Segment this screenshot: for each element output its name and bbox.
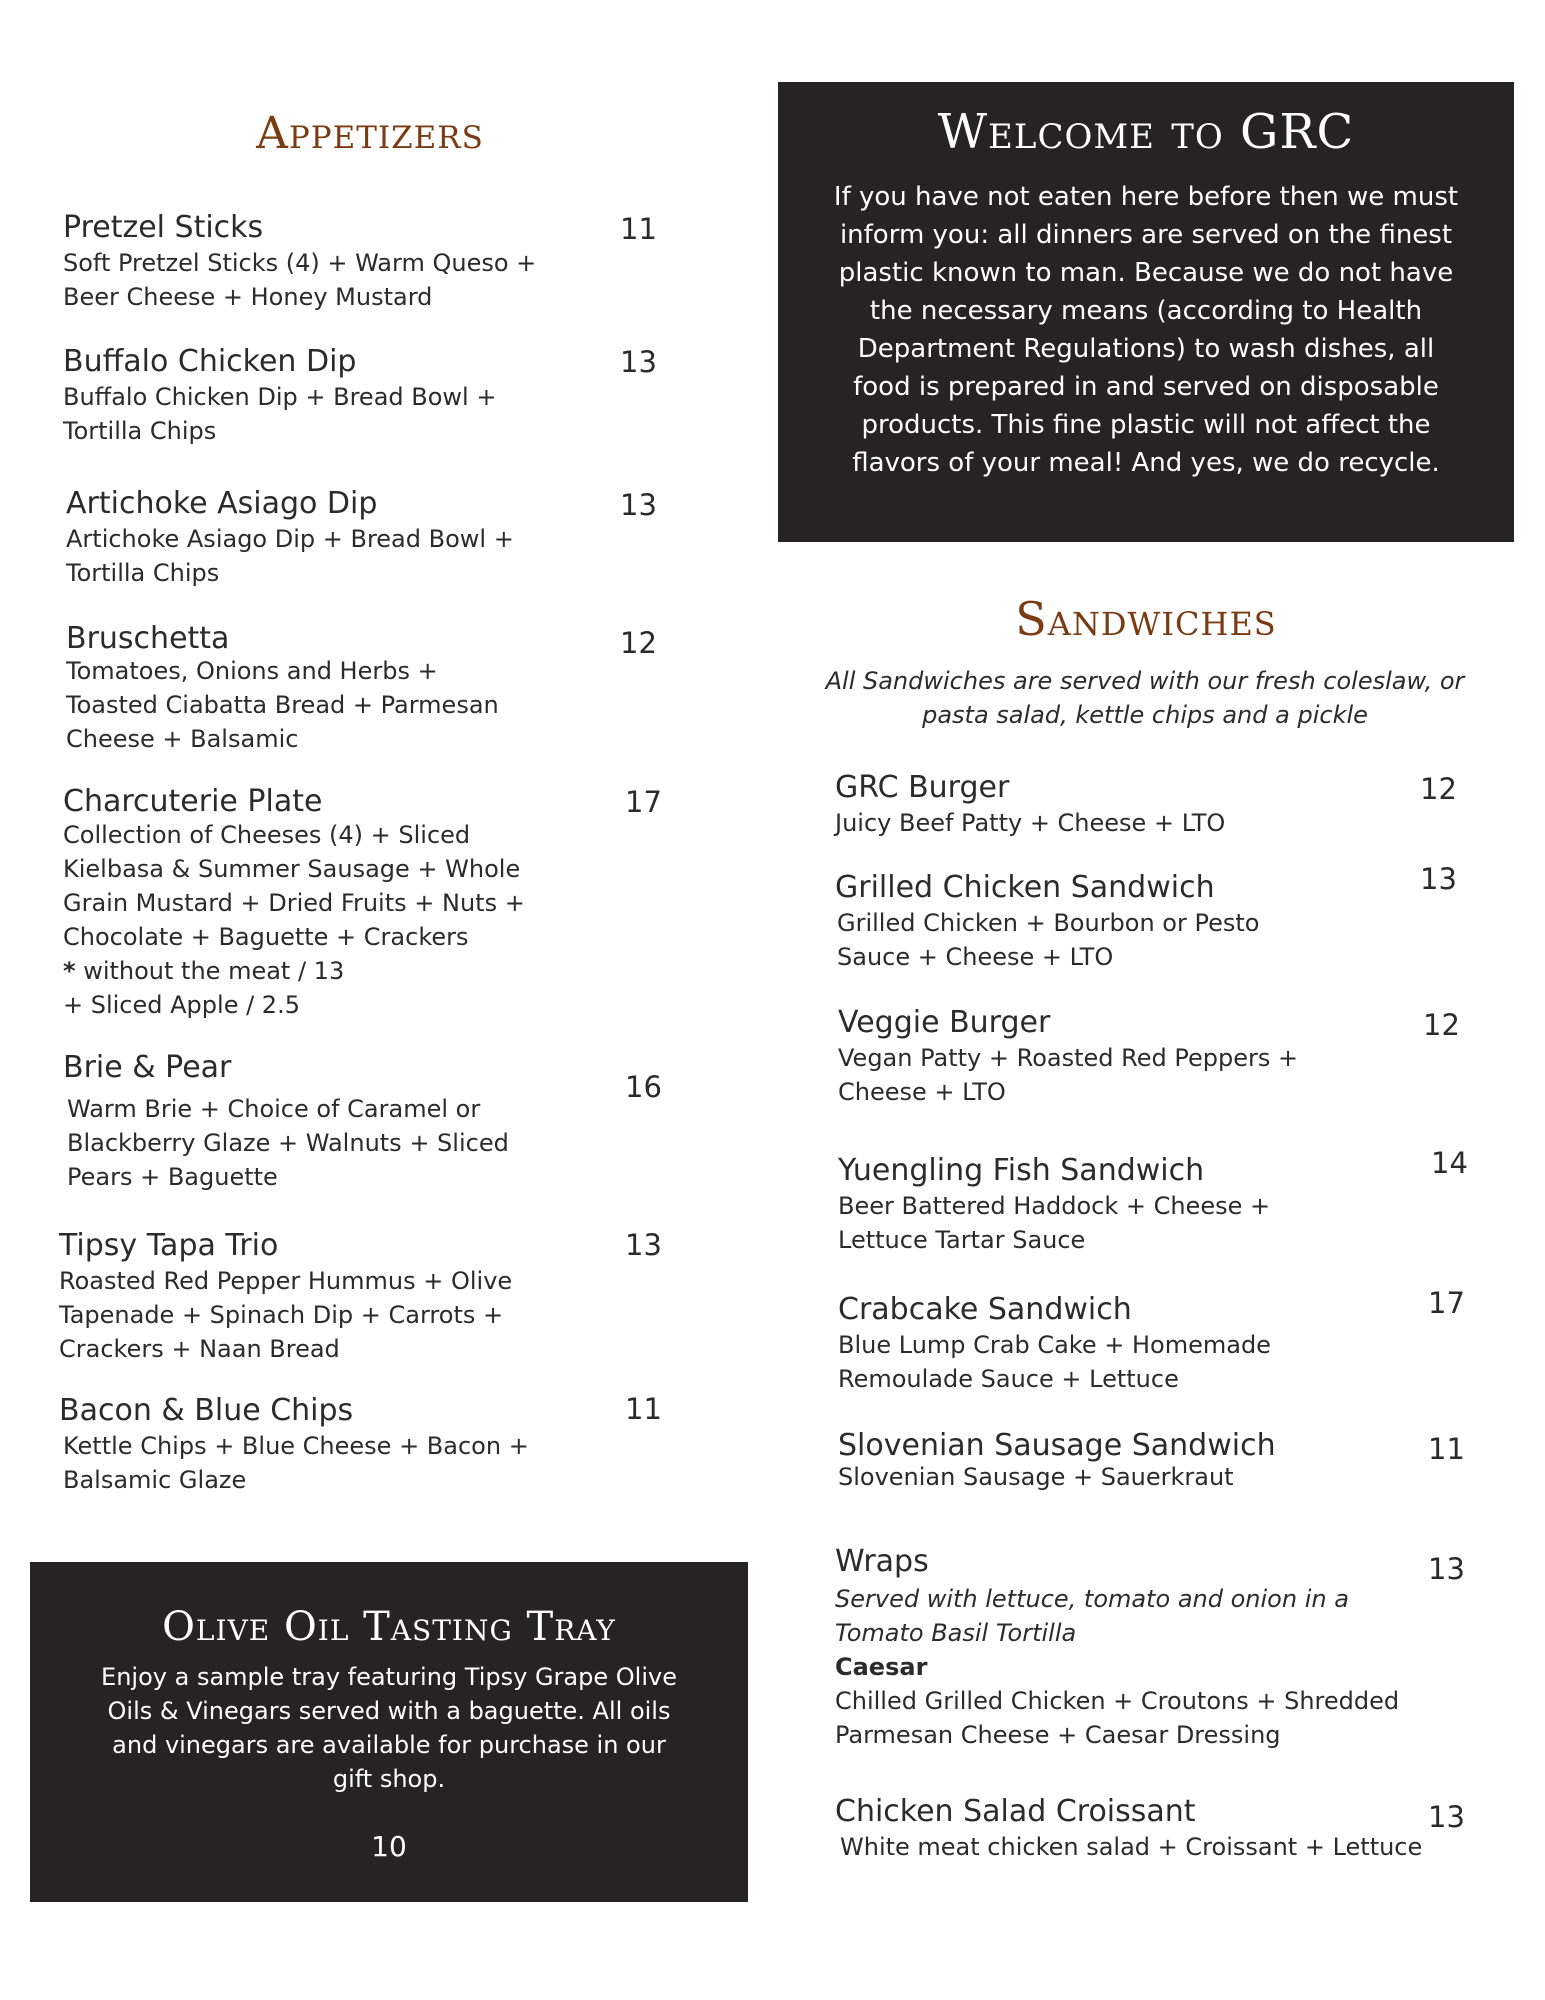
olive-oil-tray-text: Enjoy a sample tray featuring Tipsy Grape Olive Oils & Vinegars served with a baguette. All oils and vinegars are available for purchase in our gift shop.	[101, 1663, 677, 1793]
item-name: Brie & Pear	[63, 1050, 232, 1085]
item-desc: Juicy Beef Patty + Cheese + LTO	[835, 809, 1226, 837]
item-desc: Soft Pretzel Sticks (4) + Warm Queso +	[63, 249, 537, 277]
olive-oil-tray-title: Olive Oil Tasting Tray	[162, 1604, 616, 1650]
menu-item-bruschetta	[66, 621, 499, 756]
item-desc: White meat chicken salad + Croissant + Lettuce	[840, 1833, 1423, 1861]
item-price: 13	[1420, 862, 1457, 896]
olive-oil-tray-box	[30, 1562, 748, 1902]
item-price: 11	[625, 1392, 662, 1426]
item-price: 13	[620, 345, 657, 379]
item-name: Tipsy Tapa Trio	[59, 1228, 279, 1263]
sandwiches-title: Sandwiches	[1015, 592, 1277, 646]
item-desc: Lettuce Tartar Sauce	[838, 1226, 1086, 1254]
menu-item-yuengling-fish-sandwich	[838, 1153, 1270, 1257]
item-name: Crabcake Sandwich	[838, 1292, 1132, 1327]
item-desc: Tortilla Chips	[63, 417, 217, 445]
menu-item-tipsy-tapa-trio	[59, 1228, 512, 1366]
item-desc: Tapenade + Spinach Dip + Carrots +	[59, 1301, 504, 1329]
item-price: 13	[1428, 1552, 1465, 1586]
item-desc: Beer Battered Haddock + Cheese +	[838, 1192, 1271, 1220]
item-desc: Sauce + Cheese + LTO	[837, 943, 1114, 971]
menu-item-chicken-salad-croissant	[835, 1794, 1422, 1864]
item-desc: Pears + Baguette	[67, 1163, 278, 1191]
item-name: Artichoke Asiago Dip	[66, 486, 378, 521]
item-price: 13	[620, 488, 657, 522]
menu-item-pretzel-sticks	[63, 210, 536, 314]
item-desc: Blue Lump Crab Cake + Homemade	[838, 1331, 1271, 1359]
menu-item-crabcake-sandwich	[838, 1292, 1271, 1396]
item-desc: Chocolate + Baguette + Crackers	[63, 923, 469, 951]
item-desc: Kettle Chips + Blue Cheese + Bacon +	[63, 1432, 529, 1460]
item-name: Buffalo Chicken Dip	[63, 344, 357, 379]
asterisk-mark: *	[63, 957, 76, 985]
item-desc: Artichoke Asiago Dip + Bread Bowl +	[66, 525, 514, 553]
item-desc: Grilled Chicken + Bourbon or Pesto	[837, 909, 1260, 937]
item-price: 13	[625, 1228, 662, 1262]
item-desc: Blackberry Glaze + Walnuts + Sliced	[67, 1129, 509, 1157]
item-desc: Served with lettuce, tomato and onion in a	[835, 1585, 1349, 1613]
item-desc: Beer Cheese + Honey Mustard	[63, 283, 433, 311]
item-desc: Slovenian Sausage + Sauerkraut	[838, 1463, 1234, 1491]
menu-item-artichoke-asiago-dip	[66, 486, 514, 590]
menu-item-grc-burger	[835, 770, 1225, 840]
item-note: + Sliced Apple / 2.5	[63, 991, 300, 1019]
item-price: 13	[1428, 1800, 1465, 1834]
item-desc: Collection of Cheeses (4) + Sliced	[63, 821, 471, 849]
sandwiches-note: All Sandwiches are served with our fresh coleslaw, or pasta salad, kettle chips and a pickle	[825, 667, 1465, 729]
item-price: 14	[1431, 1146, 1468, 1180]
item-name: Chicken Salad Croissant	[835, 1794, 1196, 1829]
menu-item-buffalo-chicken-dip	[63, 344, 496, 448]
item-desc: Cheese + LTO	[838, 1078, 1006, 1106]
menu-item-charcuterie-plate	[63, 786, 525, 1022]
appetizers-title: Appetizers	[256, 108, 484, 159]
item-desc: Tortilla Chips	[66, 559, 220, 587]
item-name: Veggie Burger	[838, 1005, 1051, 1040]
item-name: Yuengling Fish Sandwich	[838, 1153, 1205, 1188]
item-desc: Kielbasa & Summer Sausage + Whole	[63, 855, 521, 883]
item-desc: Toasted Ciabatta Bread + Parmesan	[66, 691, 499, 719]
item-desc: Roasted Red Pepper Hummus + Olive	[59, 1267, 513, 1295]
item-name: Slovenian Sausage Sandwich	[838, 1428, 1276, 1463]
welcome-box	[778, 82, 1514, 542]
note-text: without the meat / 13	[83, 957, 345, 985]
item-price: 12	[620, 626, 657, 660]
item-name: Charcuterie Plate	[63, 784, 323, 819]
item-name: Wraps	[835, 1544, 929, 1579]
item-desc: Vegan Patty + Roasted Red Peppers +	[838, 1044, 1299, 1072]
item-desc: Parmesan Cheese + Caesar Dressing	[835, 1721, 1281, 1749]
item-price: 17	[1428, 1286, 1465, 1320]
item-desc: Remoulade Sauce + Lettuce	[838, 1365, 1179, 1393]
menu-item-grilled-chicken-sandwich	[835, 870, 1259, 974]
menu-item-slovenian-sausage-sandwich	[838, 1430, 1276, 1492]
menu-item-bacon-blue-chips	[59, 1393, 529, 1497]
item-desc: Tomatoes, Onions and Herbs +	[66, 657, 438, 685]
item-desc: Cheese + Balsamic	[66, 725, 299, 753]
item-desc: Grain Mustard + Dried Fruits + Nuts +	[63, 889, 525, 917]
item-name: GRC Burger	[835, 770, 1010, 805]
item-note	[63, 954, 525, 988]
item-name: Bacon & Blue Chips	[59, 1393, 354, 1428]
item-desc: Buffalo Chicken Dip + Bread Bowl +	[63, 383, 497, 411]
welcome-text: If you have not eaten here before then we must inform you: all dinners are served on the finest plastic known to man. Because we do not have the necessary means (according to Health Department Regulations) to wash dishes, all food is prepared in and served on disposable products. This fine plastic will not affect the flavors of your meal! And yes, we do recycle.	[833, 182, 1459, 478]
item-price: 16	[625, 1070, 662, 1104]
item-price: 11	[1428, 1432, 1465, 1466]
item-desc: Balsamic Glaze	[63, 1466, 247, 1494]
item-name: Grilled Chicken Sandwich	[835, 870, 1215, 905]
item-price: 11	[620, 212, 657, 246]
item-desc: Warm Brie + Choice of Caramel or	[67, 1095, 481, 1123]
item-price: 12	[1423, 1008, 1460, 1042]
welcome-title: Welcome to GRC	[937, 104, 1355, 160]
item-name: Pretzel Sticks	[63, 210, 264, 245]
olive-oil-tray-price: 10	[371, 1830, 407, 1863]
menu-item-brie-pear	[63, 1050, 509, 1194]
item-desc: Chilled Grilled Chicken + Croutons + Shredded	[835, 1687, 1400, 1715]
menu-item-veggie-burger	[838, 1005, 1298, 1109]
item-desc: Tomato Basil Tortilla	[835, 1619, 1077, 1647]
item-desc: Crackers + Naan Bread	[59, 1335, 340, 1363]
item-name: Bruschetta	[66, 621, 230, 656]
item-price: 12	[1420, 772, 1457, 806]
menu-item-wraps	[835, 1544, 1399, 1752]
item-price: 17	[625, 785, 662, 819]
item-subheading: Caesar	[835, 1653, 928, 1681]
